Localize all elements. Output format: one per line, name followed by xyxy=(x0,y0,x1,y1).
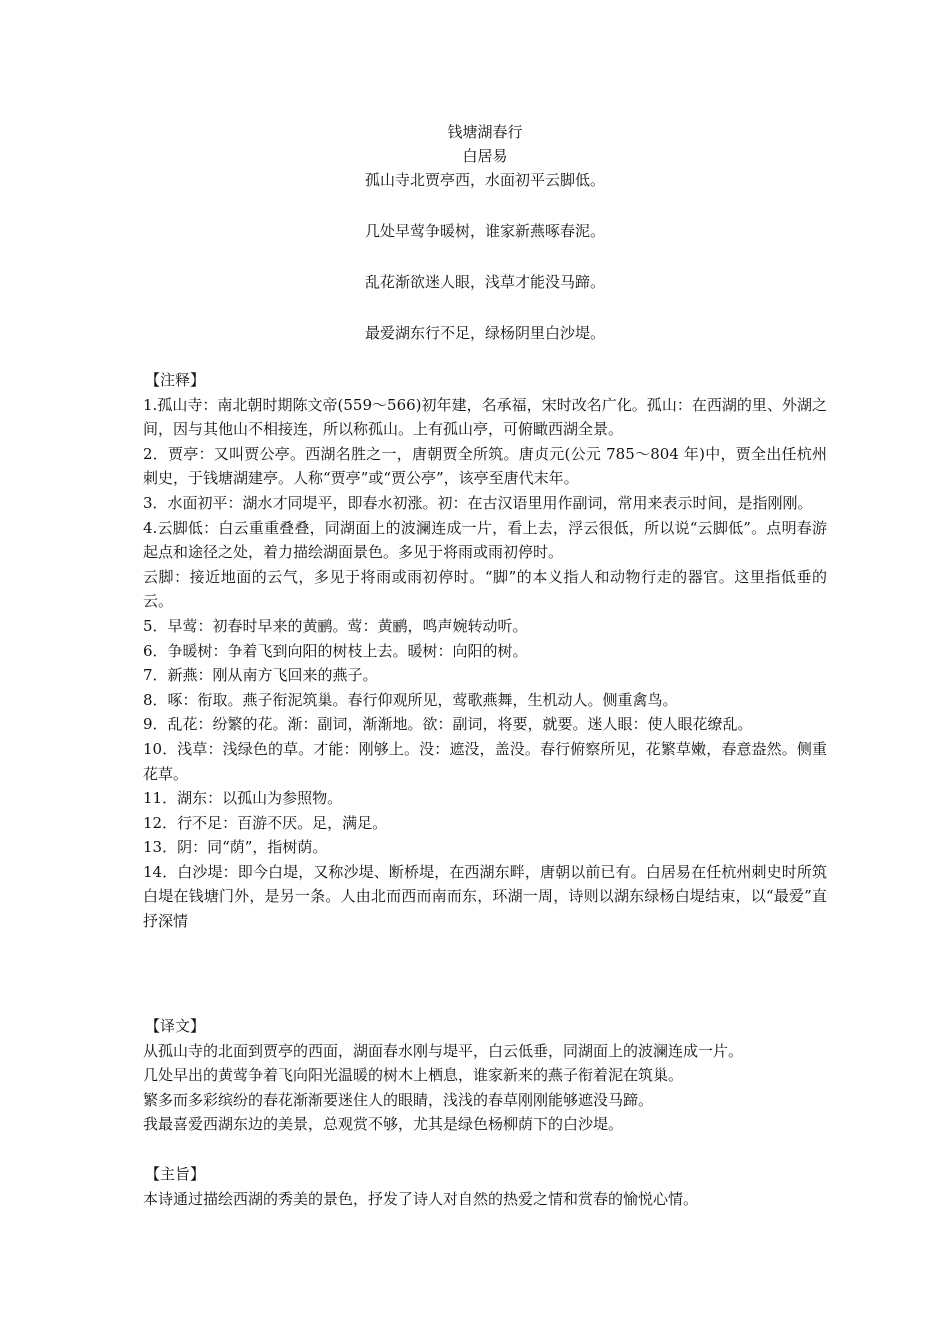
note-item: 4.云脚低：白云重重叠叠，同湖面上的波澜连成一片，看上去，浮云很低，所以说“云脚低”。点明春游起点和途径之处，着力描绘湖面景色。多见于将雨或雨初停时。 xyxy=(143,518,827,562)
poem-verse: 孤山寺北贾亭西，水面初平云脚低。 xyxy=(364,171,605,189)
note-item: 5．早莺：初春时早来的黄鹂。莺：黄鹂，鸣声婉转动听。 xyxy=(143,616,528,635)
poem-verse: 乱花渐欲迷人眼，浅草才能没马蹄。 xyxy=(364,273,605,291)
notes-section xyxy=(143,368,827,934)
note-item: 6．争暖树：争着飞到向阳的树枝上去。暖树：向阳的树。 xyxy=(143,641,528,660)
note-item: 12．行不足：百游不厌。足，满足。 xyxy=(143,813,388,832)
translation-line: 几处早出的黄莺争着飞向阳光温暖的树木上栖息，谁家新来的燕子衔着泥在筑巢。 xyxy=(143,1066,684,1085)
poem-author: 白居易 xyxy=(462,147,508,165)
note-item: 11．湖东：以孤山为参照物。 xyxy=(143,789,343,808)
note-item: 10．浅草：浅绿色的草。才能：刚够上。没：遮没，盖没。春行俯察所见，花繁草嫩，春意盎然。侧重花草。 xyxy=(143,739,827,783)
translation-section xyxy=(143,1014,827,1137)
note-item: 8．啄：衔取。燕子衔泥筑巢。春行仰观所见，莺歌燕舞，生机动人。侧重禽鸟。 xyxy=(143,690,678,709)
theme-section xyxy=(143,1162,827,1211)
poem-verse: 最爱湖东行不足，绿杨阴里白沙堤。 xyxy=(364,324,605,342)
note-item: 9．乱花：纷繁的花。渐：副词，渐渐地。欲：副词，将要，就要。迷人眼：使人眼花缭乱。 xyxy=(143,715,753,734)
note-item: 13．阴：同“荫”，指树荫。 xyxy=(143,838,328,857)
note-item: 云脚：接近地面的云气，多见于将雨或雨初停时。“脚”的本义指人和动物行走的器官。这里指低垂的云。 xyxy=(143,567,827,611)
note-item: 3．水面初平：湖水才同堤平，即春水初涨。初：在古汉语里用作副词，常用来表示时间，是指刚刚。 xyxy=(143,493,813,512)
poem-block xyxy=(143,120,827,345)
note-item: 7．新燕：刚从南方飞回来的燕子。 xyxy=(143,666,378,685)
note-item: 2．贾亭：又叫贾公亭。西湖名胜之一，唐朝贾全所筑。唐贞元(公元 785～804 年)中，贾全出任杭州刺史，于钱塘湖建亭。人称“贾亭”或“贾公亭”，该亭至唐代末年。 xyxy=(143,444,827,488)
theme-heading: 【主旨】 xyxy=(145,1165,206,1183)
translation-line: 繁多而多彩缤纷的春花渐渐要迷住人的眼睛，浅浅的春草刚刚能够遮没马蹄。 xyxy=(143,1090,654,1109)
notes-heading: 【注释】 xyxy=(145,371,206,389)
translation-line: 从孤山寺的北面到贾亭的西面，湖面春水刚与堤平，白云低垂，同湖面上的波澜连成一片。 xyxy=(143,1041,744,1060)
poem-verse: 几处早莺争暖树，谁家新燕啄春泥。 xyxy=(364,222,605,240)
translation-heading: 【译文】 xyxy=(145,1017,206,1035)
theme-text: 本诗通过描绘西湖的秀美的景色，抒发了诗人对自然的热爱之情和赏春的愉悦心情。 xyxy=(143,1189,699,1208)
translation-line: 我最喜爱西湖东边的美景，总观赏不够，尤其是绿色杨柳荫下的白沙堤。 xyxy=(143,1115,624,1134)
poem-title: 钱塘湖春行 xyxy=(447,123,523,141)
note-item: 14．白沙堤：即今白堤，又称沙堤、断桥堤，在西湖东畔，唐朝以前已有。白居易在任杭州刺史时所筑白堤在钱塘门外，是另一条。人由北而西而南而东，环湖一周，诗则以湖东绿杨白堤结束，以“最爱”直抒深情 xyxy=(143,862,827,931)
note-item: 1.孤山寺：南北朝时期陈文帝(559～566)初年建，名承福，宋时改名广化。孤山：在西湖的里、外湖之间，因与其他山不相接连，所以称孤山。上有孤山亭，可俯瞰西湖全景。 xyxy=(143,395,827,439)
